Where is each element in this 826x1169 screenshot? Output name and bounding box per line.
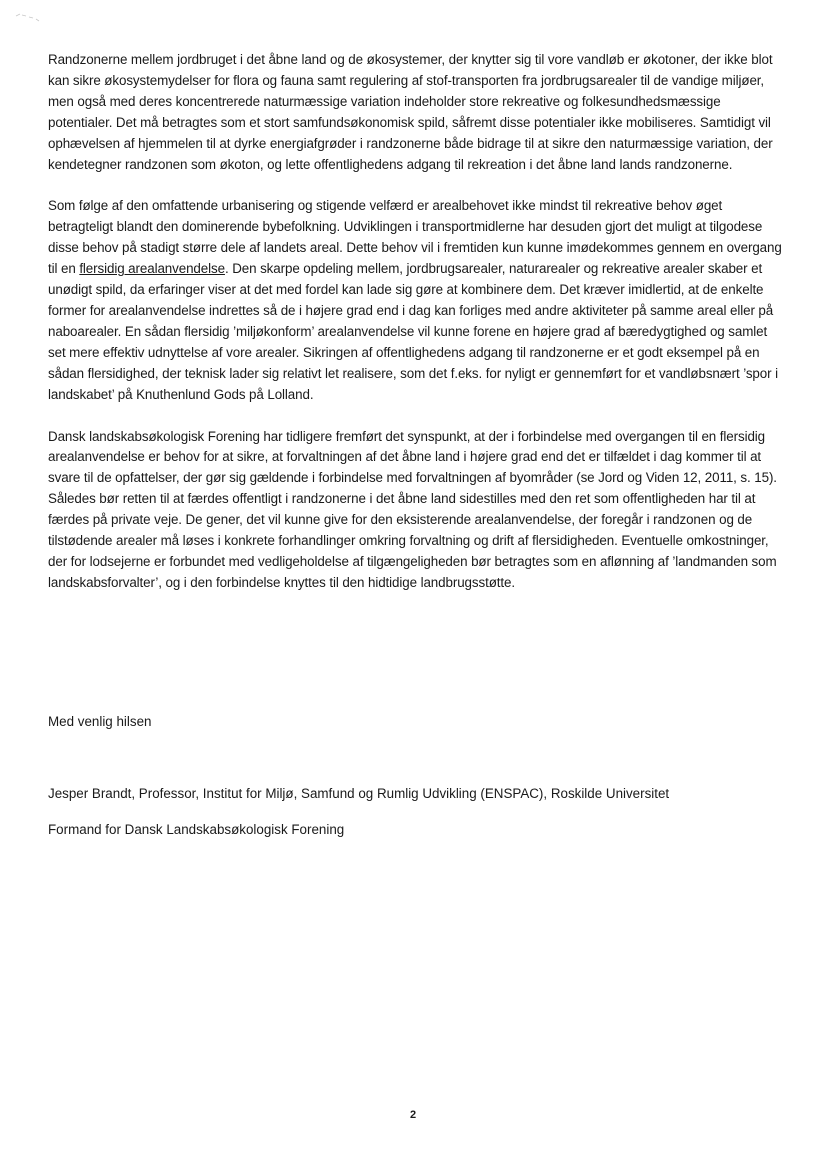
paragraph-forening: Dansk landskabsøkologisk Forening har tidligere fremført det synspunkt, at der i forbindelse med overgangen til en flersidig arealanvendelse er behov for at sikre, at forvaltningen af det åbne land i højere grad end det er tilfældet i dag kommer til at svare til de opfattelser, der gør sig gældende i forbindelse med forvaltningen af byområder (se Jord og Viden 12, 2011, s. 15). Således bør retten til at færdes offentligt i randzonerne i det åbne land sidestilles med den ret som offentligheden har til at færdes på private veje. De gener, det vil kunne give for den eksisterende arealanvendelse, der foregår i randzonen og de tilstødende arealer må løses i konkrete forhandlinger omkring forvaltning og drift af flersidigheden. Eventuelle omkostninger, der for lodsejerne er forbundet med vedligeholdelse af tilgængeligheden bør betragtes som en aflønning af ’landmanden som landskabsforvalter’, og i den forbindelse knyttes til den hidtidige landbrugsstøtte. [48,428,777,590]
paragraph-text: . Den skarpe opdeling mellem, jordbrugsarealer, naturarealer og rekreative arealer skaber et unødigt spild, da erfaringer viser at det med fordel kan lade sig gøre at kombinere dem. Det kræver imidlertid, at de enkelte former for arealanvendelse indrettes så de i højere grad end i dag kan forliges med andre aktiviteter på samme areal eller på naboarealer. En sådan flersidig ’miljøkonform’ arealanvendelse vil kunne forene en højere grad af bæredygtighed og samlet set mere effektiv udnyttelse af vore arealer. Sikringen af offentlighedens adgang til randzonerne er et godt eksempel på en sådan flersidighed, der teknisk lader sig relativt let realisere, som det f.eks. for nyligt er gennemført for et vandløbsnært ’spor i landskabet’ på Knuthenlund Gods på Lolland. [48,261,778,402]
paragraph-urbanisering [48,196,783,405]
signature-name-line: Jesper Brandt, Professor, Institut for Miljø, Samfund og Rumlig Udvikling (ENSPAC), Roskilde Universitet [48,786,670,801]
paragraph-randzoner: Randzonerne mellem jordbruget i det åbne land og de økosystemer, der knytter sig til vore vandløb er økotoner, der ikke blot kan sikre økosystemydelser for flora og fauna samt regulering af stof-transporten fra jordbrugsarealer til de vandige miljøer, men også med deres koncentrerede naturmæssige variation indeholder store rekreative og folkesundhedsmæssige potentialer. Det må betragtes som et stort samfundsøkonomisk spild, såfremt disse potentialer ikke mobiliseres. Samtidigt vil ophævelsen af hjemmelen til at dyrke energiafgrøder i randzonerne både bidrage til at sikre den naturmæssige variation, der kendetegner randzonen som økoton, og lette offentlighedens adgang til rekreation i det åbne land lands randzonerne. [48,52,773,172]
underlined-term: flersidig arealanvendelse [79,261,225,277]
closing-greeting: Med venlig hilsen [48,714,152,729]
signature-title-line: Formand for Dansk Landskabsøkologisk Forening [48,822,345,837]
scan-artifact-mark [14,10,42,22]
page-number: 2 [409,1109,417,1121]
letter-body [48,50,783,614]
paragraph-text: Som følge af den omfattende urbanisering og stigende velfærd er arealbehovet ikke mindst til rekreative behov øget betragteligt blandt den dominerende bybefolkning. Udviklingen i transportmidlerne har desuden gjort det muligt at tilgodese disse behov på stadigt større dele af landets areal. Dette behov vil i fremtiden kun kunne imødekommes gennem en overgang til en [48,198,782,277]
